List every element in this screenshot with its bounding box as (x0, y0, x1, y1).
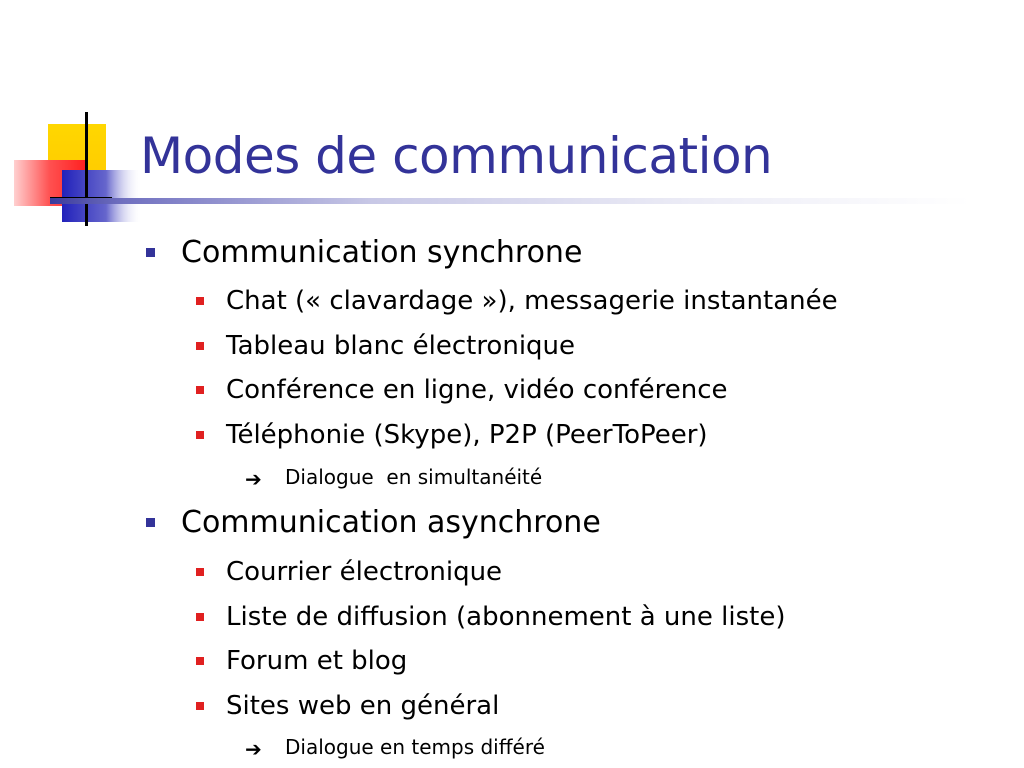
square-bullet-icon (196, 342, 204, 350)
bullet-level2 (226, 373, 728, 407)
bullet-level3-note (245, 465, 543, 491)
square-bullet-icon (196, 297, 204, 305)
bullet-level2 (226, 329, 575, 363)
bullet-level2 (226, 644, 407, 678)
bullet-level2 (226, 689, 499, 723)
square-bullet-icon (196, 568, 204, 576)
note-text: Dialogue en temps différé (285, 735, 545, 759)
bullet-level2 (226, 600, 785, 634)
square-bullet-icon (196, 431, 204, 439)
bullet-level1-asynchrone (181, 504, 601, 542)
bullet-level2 (226, 555, 502, 589)
list-item: Tableau blanc électronique (226, 331, 576, 361)
bullet-level2 (226, 284, 838, 318)
slide-title: Modes de communication (140, 127, 773, 185)
list-item: Chat (« clavardage »), messagerie instantanée (226, 286, 838, 316)
bullet-level1-synchrone (181, 234, 582, 272)
list-item: Liste de diffusion (abonnement à une liste) (226, 602, 786, 632)
square-bullet-icon (196, 657, 204, 665)
bullet-level2 (226, 418, 708, 452)
square-bullet-icon (196, 702, 204, 710)
note-text: Dialogue en simultanéité (285, 465, 543, 489)
right-arrow-icon: ➔ (245, 467, 262, 491)
square-bullet-icon (146, 248, 155, 257)
list-item: Conférence en ligne, vidéo conférence (226, 375, 728, 405)
square-bullet-icon (146, 518, 155, 527)
list-item: Téléphonie (Skype), P2P (PeerToPeer) (226, 420, 708, 450)
section-heading: Communication synchrone (181, 235, 583, 270)
list-item: Forum et blog (226, 646, 408, 676)
bullet-level3-note (245, 735, 545, 761)
list-item: Sites web en général (226, 691, 500, 721)
section-heading: Communication asynchrone (181, 505, 601, 540)
square-bullet-icon (196, 613, 204, 621)
square-bullet-icon (196, 386, 204, 394)
right-arrow-icon: ➔ (245, 737, 262, 761)
list-item: Courrier électronique (226, 557, 503, 587)
